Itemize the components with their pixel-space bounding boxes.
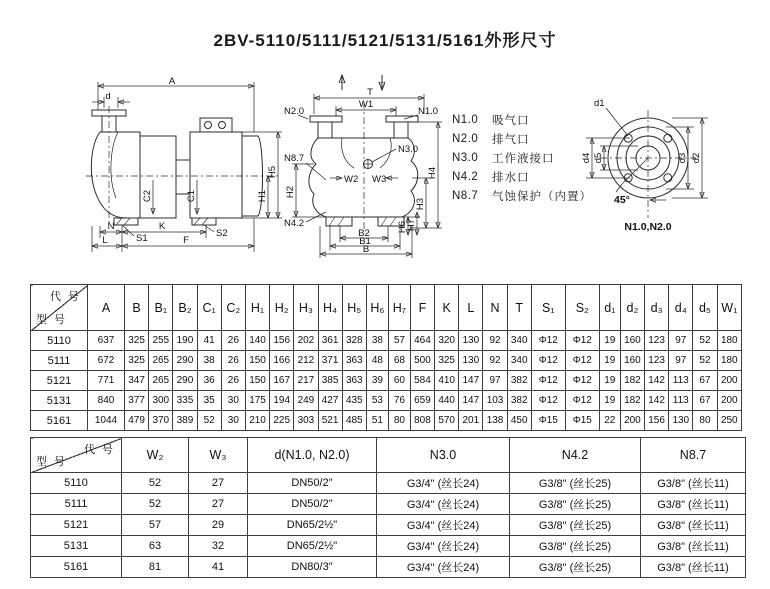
value-cell: 26 xyxy=(221,371,245,391)
value-cell: 60 xyxy=(388,371,410,391)
value-cell: 19 xyxy=(599,331,620,351)
value-cell: 130 xyxy=(669,411,693,431)
model-cell: 5161 xyxy=(31,411,88,431)
value-cell: DN80/3" xyxy=(248,557,377,578)
value-cell: 290 xyxy=(173,351,197,371)
value-cell: 659 xyxy=(410,391,434,411)
column-header: d₄ xyxy=(669,285,693,331)
page-title: 2BV-5110/5111/5121/5131/5161外形尺寸 xyxy=(213,31,557,50)
dim-label-B: B xyxy=(362,244,370,255)
dim-label-L: L xyxy=(102,235,108,246)
value-cell: 1044 xyxy=(88,411,125,431)
model-cell: 5131 xyxy=(31,536,122,557)
value-cell: 30 xyxy=(221,391,245,411)
value-cell: 521 xyxy=(318,411,342,431)
value-cell: 363 xyxy=(342,371,366,391)
table-row xyxy=(31,411,742,431)
value-cell: 225 xyxy=(270,411,294,431)
value-cell: DN65/2½" xyxy=(248,536,377,557)
column-header: L xyxy=(459,285,483,331)
value-cell: 67 xyxy=(693,371,717,391)
value-cell: 300 xyxy=(149,391,173,411)
dim-label-F: F xyxy=(183,235,189,246)
dim-label-N: N xyxy=(107,221,115,232)
legend-code: N4.2 xyxy=(452,170,479,183)
column-header: H₄ xyxy=(318,285,342,331)
value-cell: 36 xyxy=(197,371,221,391)
value-cell: 68 xyxy=(388,351,410,371)
flange-view-drawing xyxy=(566,96,724,238)
value-cell: G3/4" (丝长24) xyxy=(377,494,510,515)
column-header: d₂ xyxy=(620,285,644,331)
column-header: F xyxy=(410,285,434,331)
table-row xyxy=(31,473,746,494)
dim-label-H2: H2 xyxy=(285,185,296,199)
value-cell: 200 xyxy=(717,371,741,391)
value-cell: 48 xyxy=(366,351,388,371)
value-cell: 41 xyxy=(197,331,221,351)
value-cell: G3/8" (丝长25) xyxy=(510,557,641,578)
dim-label-H5: H5 xyxy=(267,165,278,179)
value-cell: 81 xyxy=(122,557,189,578)
value-cell: G3/8" (丝长25) xyxy=(510,536,641,557)
table-row xyxy=(31,557,746,578)
dim-label-d3: d3 xyxy=(677,152,688,164)
table-row xyxy=(31,494,746,515)
value-cell: 92 xyxy=(483,331,507,351)
value-cell: Φ12 xyxy=(531,371,565,391)
value-cell: 182 xyxy=(620,391,644,411)
dim-label-H3: H3 xyxy=(415,197,426,211)
column-header: C₂ xyxy=(221,285,245,331)
column-header: d₁ xyxy=(599,285,620,331)
value-cell: 180 xyxy=(717,351,741,371)
table-row xyxy=(31,536,746,557)
column-header: W₁ xyxy=(717,285,741,331)
column-header: W₂ xyxy=(122,438,189,473)
dim-label-d4: d4 xyxy=(581,152,592,164)
value-cell: 150 xyxy=(245,371,269,391)
dim-label-S2: S2 xyxy=(216,228,228,239)
value-cell: Φ12 xyxy=(565,331,599,351)
value-cell: 371 xyxy=(318,351,342,371)
value-cell: 363 xyxy=(342,351,366,371)
table-row xyxy=(31,351,742,371)
connection-table xyxy=(30,437,746,578)
value-cell: 771 xyxy=(88,371,125,391)
column-header: H₅ xyxy=(342,285,366,331)
header-row xyxy=(31,438,746,473)
value-cell: G3/4" (丝长24) xyxy=(377,536,510,557)
value-cell: 166 xyxy=(270,351,294,371)
column-header: N xyxy=(483,285,507,331)
value-cell: G3/8" (丝长11) xyxy=(641,557,746,578)
legend-label: 吸气口 xyxy=(492,114,530,127)
column-header: N3.0 xyxy=(377,438,510,473)
column-header: N8.7 xyxy=(641,438,746,473)
column-header: A xyxy=(88,285,125,331)
value-cell: 180 xyxy=(717,331,741,351)
value-cell: 212 xyxy=(294,351,318,371)
value-cell: Φ15 xyxy=(531,411,565,431)
value-cell: 840 xyxy=(88,391,125,411)
value-cell: 160 xyxy=(620,351,644,371)
value-cell: 52 xyxy=(197,411,221,431)
value-cell: G3/8" (丝长11) xyxy=(641,536,746,557)
dim-label-C1: C1 xyxy=(186,189,197,203)
column-header: d₃ xyxy=(645,285,669,331)
dim-label-d5: d5 xyxy=(593,152,604,164)
column-header: B₂ xyxy=(173,285,197,331)
flange-caption: N1.0,N2.0 xyxy=(624,221,672,233)
model-cell: 5110 xyxy=(31,331,88,351)
model-cell: 5110 xyxy=(31,473,122,494)
value-cell: 385 xyxy=(318,371,342,391)
header-row xyxy=(31,285,742,331)
value-cell: Φ12 xyxy=(531,351,565,371)
column-header: W₃ xyxy=(189,438,248,473)
value-cell: 113 xyxy=(669,391,693,411)
value-cell: 440 xyxy=(435,391,459,411)
value-cell: 167 xyxy=(270,371,294,391)
corner-cell xyxy=(31,285,88,331)
value-cell: 382 xyxy=(507,371,531,391)
value-cell: 361 xyxy=(318,331,342,351)
value-cell: 382 xyxy=(507,391,531,411)
value-cell: 32 xyxy=(189,536,248,557)
dim-label-S1: S1 xyxy=(136,233,148,244)
value-cell: 340 xyxy=(507,351,531,371)
side-view-drawing xyxy=(56,76,286,261)
value-cell: 57 xyxy=(122,515,189,536)
model-cell: 5111 xyxy=(31,351,88,371)
corner-label-model: 型 号 xyxy=(36,456,68,468)
value-cell: 325 xyxy=(125,331,149,351)
dim-label-T: T xyxy=(367,87,373,98)
value-cell: 63 xyxy=(122,536,189,557)
model-cell: 5121 xyxy=(31,515,122,536)
value-cell: 113 xyxy=(669,371,693,391)
value-cell: DN50/2" xyxy=(248,473,377,494)
value-cell: 97 xyxy=(669,351,693,371)
value-cell: 147 xyxy=(459,371,483,391)
value-cell: 265 xyxy=(149,351,173,371)
port-label-N1.0: N1.0 xyxy=(418,106,439,117)
value-cell: 325 xyxy=(435,351,459,371)
value-cell: G3/8" (丝长25) xyxy=(510,515,641,536)
value-cell: Φ15 xyxy=(565,411,599,431)
legend-code: N2.0 xyxy=(452,132,479,145)
column-header: d₅ xyxy=(693,285,717,331)
value-cell: 80 xyxy=(388,411,410,431)
value-cell: 92 xyxy=(483,351,507,371)
value-cell: 328 xyxy=(342,331,366,351)
column-header: C₁ xyxy=(197,285,221,331)
value-cell: 370 xyxy=(149,411,173,431)
dim-label-K: K xyxy=(158,221,166,232)
value-cell: 250 xyxy=(717,411,741,431)
legend-label: 气蚀保护（内置） xyxy=(492,190,592,203)
value-cell: 808 xyxy=(410,411,434,431)
legend-label: 工作液接口 xyxy=(492,152,555,165)
value-cell: G3/8" (丝长25) xyxy=(510,494,641,515)
value-cell: 320 xyxy=(435,331,459,351)
value-cell: 190 xyxy=(173,331,197,351)
value-cell: 27 xyxy=(189,494,248,515)
column-header: B xyxy=(125,285,149,331)
value-cell: 57 xyxy=(388,331,410,351)
value-cell: 52 xyxy=(693,351,717,371)
port-label-N3.0: N3.0 xyxy=(398,144,419,155)
value-cell: 255 xyxy=(149,331,173,351)
value-cell: 67 xyxy=(693,391,717,411)
table-row xyxy=(31,391,742,411)
dim-label-H6: H6 xyxy=(397,220,408,234)
value-cell: 672 xyxy=(88,351,125,371)
value-cell: 194 xyxy=(270,391,294,411)
value-cell: 142 xyxy=(645,391,669,411)
legend-label: 排水口 xyxy=(492,171,530,184)
value-cell: 389 xyxy=(173,411,197,431)
dim-label-B2: B2 xyxy=(358,228,370,239)
value-cell: 52 xyxy=(693,331,717,351)
value-cell: 19 xyxy=(599,371,620,391)
value-cell: 52 xyxy=(122,494,189,515)
value-cell: Φ12 xyxy=(565,371,599,391)
value-cell: 41 xyxy=(189,557,248,578)
value-cell: 150 xyxy=(245,351,269,371)
value-cell: 52 xyxy=(122,473,189,494)
port-label-N4.2: N4.2 xyxy=(284,218,305,229)
value-cell: 637 xyxy=(88,331,125,351)
dim-label-H4: H4 xyxy=(427,166,438,180)
value-cell: G3/8" (丝长11) xyxy=(641,473,746,494)
dim-label-C2: C2 xyxy=(142,189,153,203)
legend-code: N8.7 xyxy=(452,189,479,202)
table-row xyxy=(31,371,742,391)
dim-label-H1: H1 xyxy=(257,189,268,203)
value-cell: Φ12 xyxy=(531,391,565,411)
value-cell: 340 xyxy=(507,331,531,351)
value-cell: 147 xyxy=(459,391,483,411)
dimension-table xyxy=(30,284,742,431)
model-cell: 5111 xyxy=(31,494,122,515)
column-header: H₃ xyxy=(294,285,318,331)
legend-label: 排气口 xyxy=(492,133,530,146)
port-label-N2.0: N2.0 xyxy=(284,106,305,117)
value-cell: 38 xyxy=(366,331,388,351)
value-cell: 427 xyxy=(318,391,342,411)
value-cell: 182 xyxy=(620,371,644,391)
value-cell: 570 xyxy=(435,411,459,431)
value-cell: 123 xyxy=(645,351,669,371)
legend-code: N3.0 xyxy=(452,151,479,164)
column-header: H₂ xyxy=(270,285,294,331)
value-cell: 27 xyxy=(189,473,248,494)
column-header: N4.2 xyxy=(510,438,641,473)
legend-code: N1.0 xyxy=(452,113,479,126)
column-header: H₁ xyxy=(245,285,269,331)
column-header: d(N1.0, N2.0) xyxy=(248,438,377,473)
value-cell: 303 xyxy=(294,411,318,431)
value-cell: 175 xyxy=(245,391,269,411)
value-cell: 410 xyxy=(435,371,459,391)
value-cell: 202 xyxy=(294,331,318,351)
value-cell: 53 xyxy=(366,391,388,411)
angle-label-45: 45° xyxy=(614,194,630,206)
dim-label-B1: B1 xyxy=(359,236,371,247)
value-cell: 51 xyxy=(366,411,388,431)
value-cell: 130 xyxy=(459,351,483,371)
column-header: S₂ xyxy=(565,285,599,331)
port-label-N8.7: N8.7 xyxy=(284,153,305,164)
table-row xyxy=(31,331,742,351)
value-cell: G3/8" (丝长11) xyxy=(641,494,746,515)
value-cell: 450 xyxy=(507,411,531,431)
column-header: B₁ xyxy=(149,285,173,331)
value-cell: 156 xyxy=(270,331,294,351)
value-cell: G3/8" (丝长11) xyxy=(641,515,746,536)
value-cell: 30 xyxy=(221,411,245,431)
value-cell: 290 xyxy=(173,371,197,391)
value-cell: 103 xyxy=(483,391,507,411)
corner-cell xyxy=(31,438,122,473)
value-cell: G3/4" (丝长24) xyxy=(377,515,510,536)
value-cell: 435 xyxy=(342,391,366,411)
value-cell: 97 xyxy=(669,331,693,351)
value-cell: 160 xyxy=(620,331,644,351)
value-cell: 325 xyxy=(125,351,149,371)
front-view-drawing xyxy=(284,70,452,262)
value-cell: 200 xyxy=(717,391,741,411)
value-cell: 140 xyxy=(245,331,269,351)
value-cell: 26 xyxy=(221,331,245,351)
value-cell: DN65/2½" xyxy=(248,515,377,536)
value-cell: 39 xyxy=(366,371,388,391)
dim-label-d1: d1 xyxy=(594,98,605,109)
value-cell: 26 xyxy=(221,351,245,371)
dim-label-H7: H7 xyxy=(406,218,417,232)
dim-label-W1: W1 xyxy=(358,99,374,110)
value-cell: G3/8" (丝长25) xyxy=(510,473,641,494)
corner-label-code: 代 号 xyxy=(49,291,81,303)
column-header: S₁ xyxy=(531,285,565,331)
model-cell: 5121 xyxy=(31,371,88,391)
value-cell: 142 xyxy=(645,371,669,391)
value-cell: 500 xyxy=(410,351,434,371)
value-cell: 29 xyxy=(189,515,248,536)
value-cell: 22 xyxy=(599,411,620,431)
value-cell: 479 xyxy=(125,411,149,431)
value-cell: 130 xyxy=(459,331,483,351)
value-cell: 485 xyxy=(342,411,366,431)
value-cell: 584 xyxy=(410,371,434,391)
value-cell: 265 xyxy=(149,371,173,391)
value-cell: 377 xyxy=(125,391,149,411)
dim-label-W3: W3 xyxy=(372,174,387,185)
dim-label-A: A xyxy=(168,76,176,87)
model-cell: 5131 xyxy=(31,391,88,411)
column-header: H₆ xyxy=(366,285,388,331)
value-cell: 335 xyxy=(173,391,197,411)
value-cell: 35 xyxy=(197,391,221,411)
value-cell: DN50/2" xyxy=(248,494,377,515)
value-cell: Φ12 xyxy=(565,391,599,411)
dim-label-d2: d2 xyxy=(691,152,702,164)
value-cell: 19 xyxy=(599,351,620,371)
column-header: K xyxy=(435,285,459,331)
value-cell: 76 xyxy=(388,391,410,411)
column-header: H₇ xyxy=(388,285,410,331)
value-cell: 38 xyxy=(197,351,221,371)
value-cell: 200 xyxy=(620,411,644,431)
value-cell: Φ12 xyxy=(565,351,599,371)
value-cell: 80 xyxy=(693,411,717,431)
value-cell: 464 xyxy=(410,331,434,351)
value-cell: 201 xyxy=(459,411,483,431)
value-cell: 138 xyxy=(483,411,507,431)
table-row xyxy=(31,515,746,536)
column-header: T xyxy=(507,285,531,331)
dim-label-W2: W2 xyxy=(344,174,359,185)
value-cell: G3/4" (丝长24) xyxy=(377,557,510,578)
dim-label-d: d xyxy=(105,91,111,102)
value-cell: 210 xyxy=(245,411,269,431)
value-cell: 123 xyxy=(645,331,669,351)
corner-label-code: 代 号 xyxy=(83,444,115,456)
value-cell: 156 xyxy=(645,411,669,431)
value-cell: 97 xyxy=(483,371,507,391)
value-cell: 249 xyxy=(294,391,318,411)
model-cell: 5161 xyxy=(31,557,122,578)
value-cell: 217 xyxy=(294,371,318,391)
corner-label-model: 型 号 xyxy=(36,314,68,326)
value-cell: 347 xyxy=(125,371,149,391)
value-cell: Φ12 xyxy=(531,331,565,351)
value-cell: G3/4" (丝长24) xyxy=(377,473,510,494)
value-cell: 19 xyxy=(599,391,620,411)
